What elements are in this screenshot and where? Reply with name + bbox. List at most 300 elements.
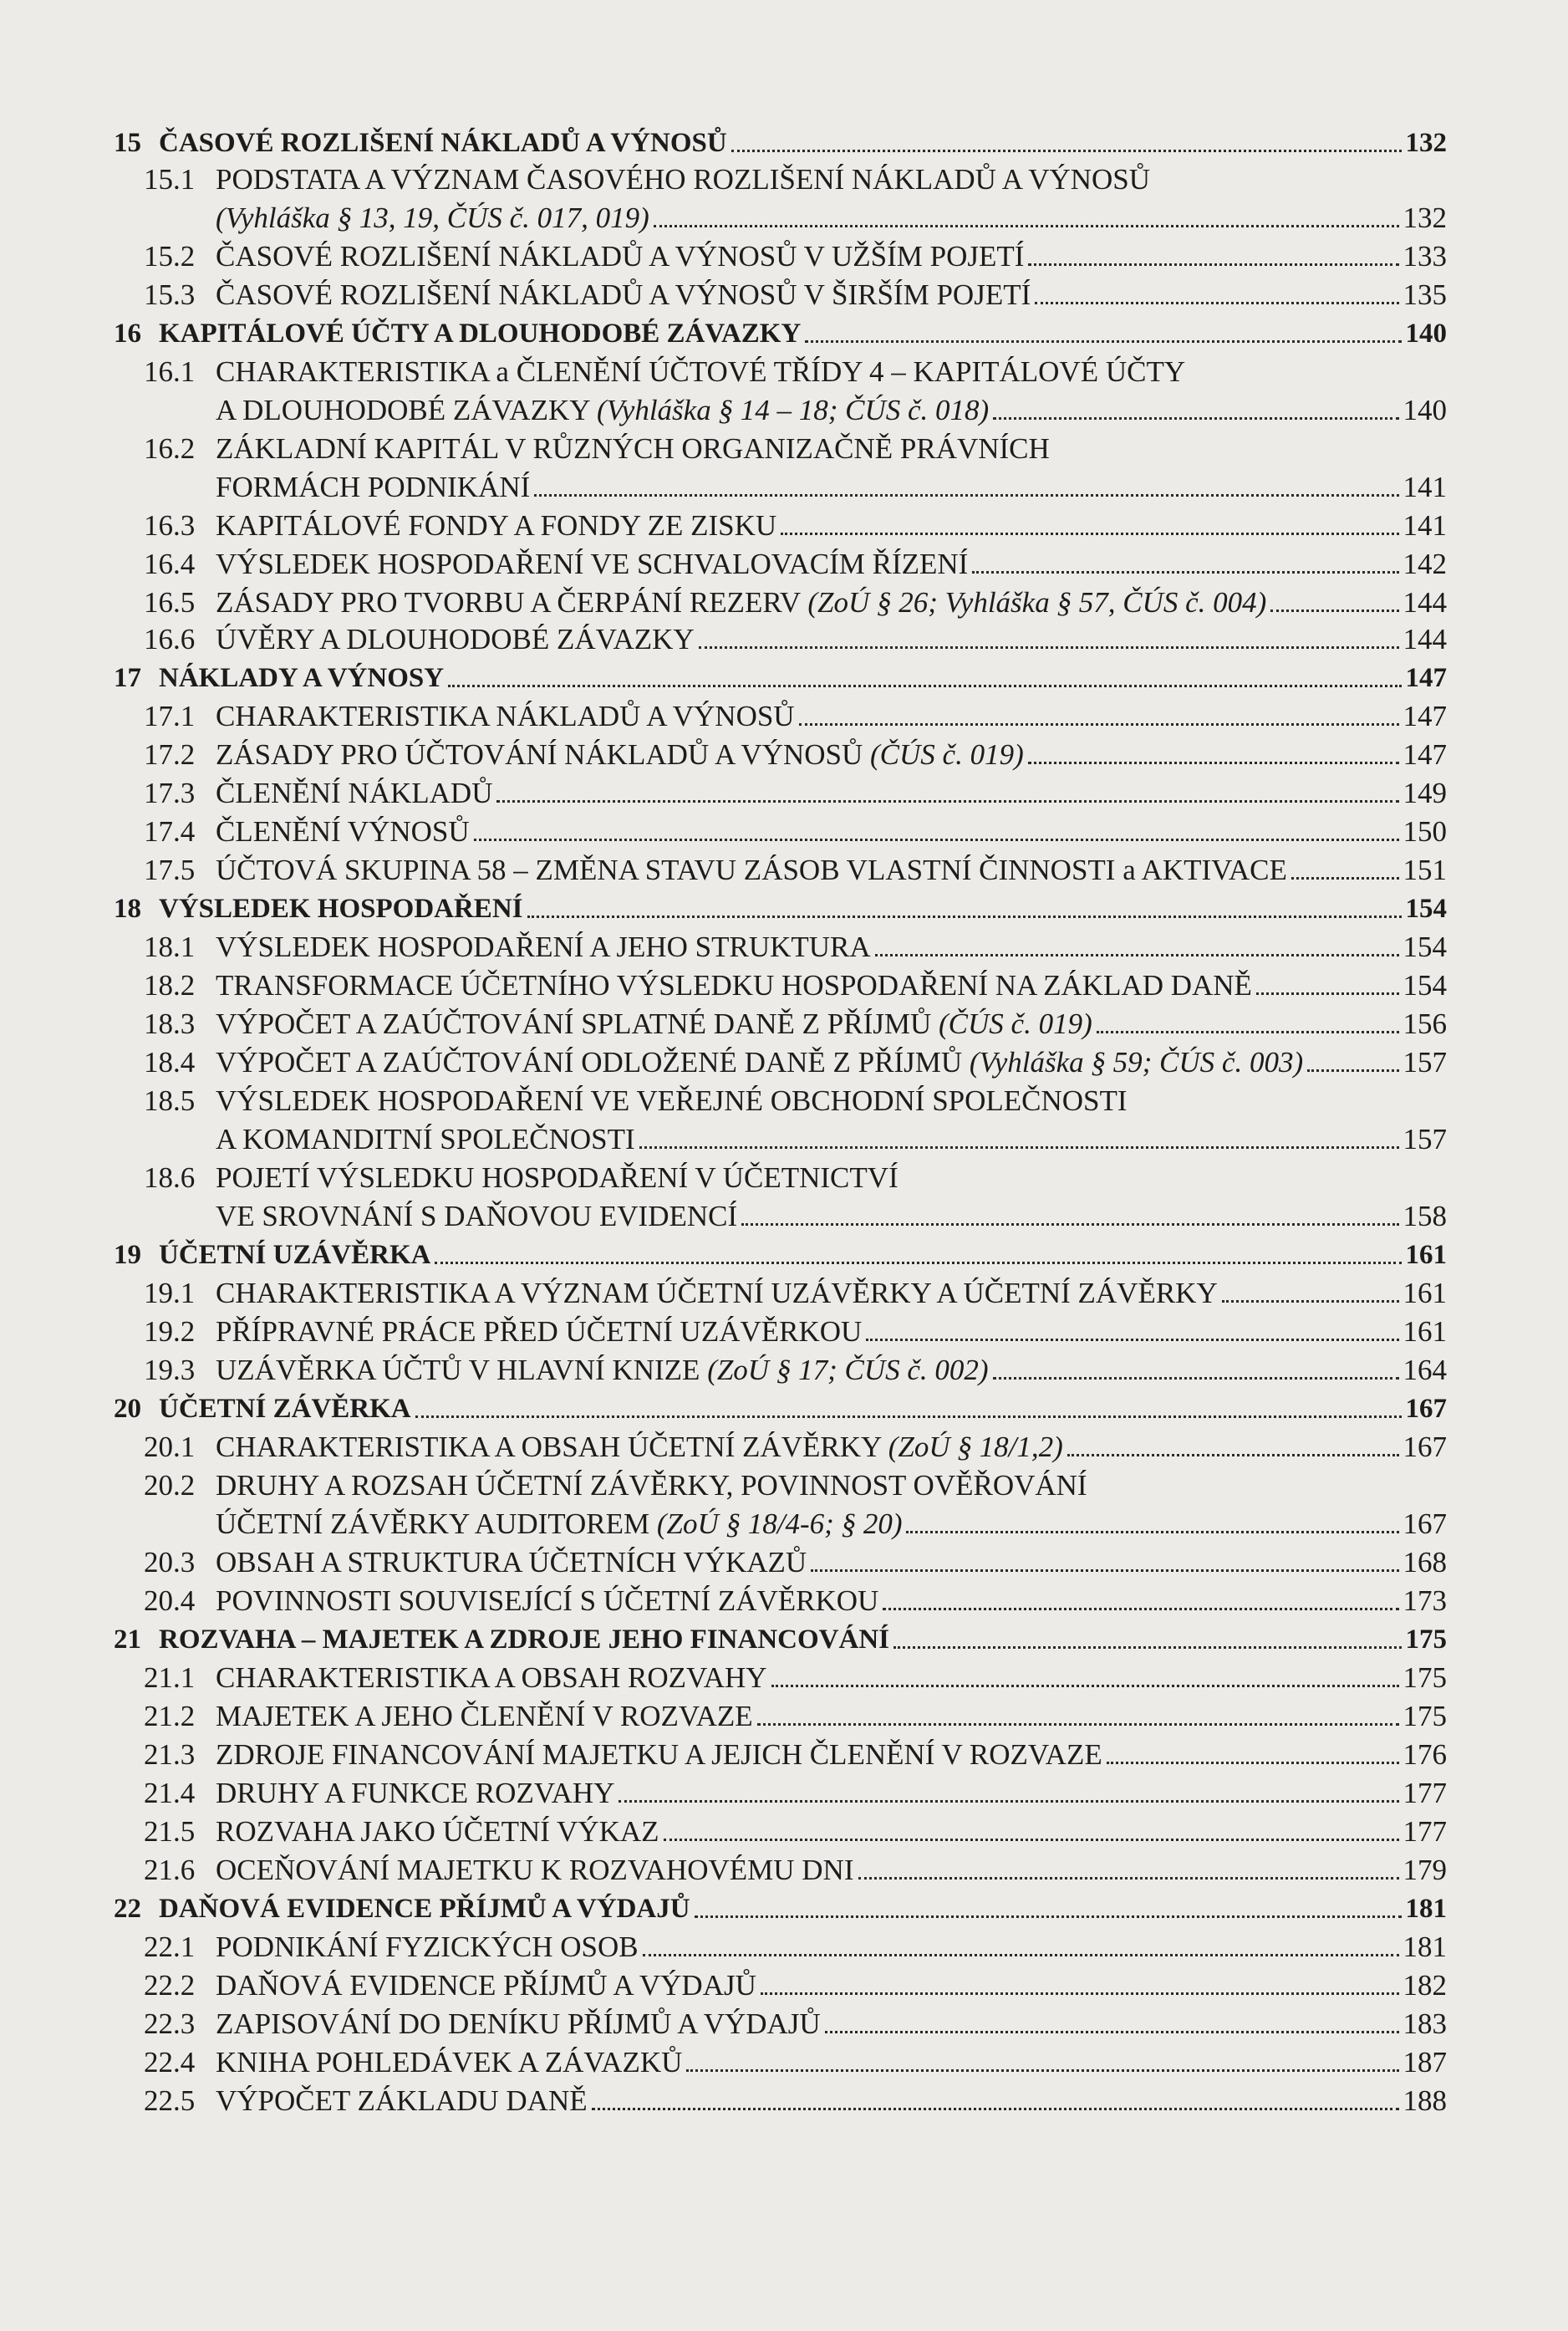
toc-number: 15.1 xyxy=(144,163,196,196)
toc-title-text: PODNIKÁNÍ FYZICKÝCH OSOB xyxy=(216,1931,639,1963)
toc-title-text: VÝPOČET ZÁKLADU DANĚ xyxy=(216,2084,588,2117)
toc-page-number: 187 xyxy=(1403,2046,1447,2079)
toc-chapter xyxy=(0,657,1568,696)
toc-title-text: KAPITÁLOVÉ FONDY A FONDY ZE ZISKU xyxy=(216,509,777,542)
toc-legal-reference: (Vyhláška § 13, 19, ČÚS č. 017, 019) xyxy=(216,201,649,234)
toc-section xyxy=(0,1849,1568,1888)
toc-dot-leader xyxy=(496,800,1398,803)
toc-section xyxy=(0,1196,1568,1234)
toc-title xyxy=(216,1776,614,1811)
toc-number: 17.2 xyxy=(144,738,196,771)
toc-dot-leader xyxy=(1307,1069,1398,1072)
toc-title xyxy=(216,622,695,657)
toc-dot-leader xyxy=(1222,1300,1399,1303)
toc-number: 18.3 xyxy=(144,1007,196,1040)
toc-page-number: 141 xyxy=(1403,471,1447,503)
toc-page-number: 173 xyxy=(1403,1584,1447,1617)
toc-legal-reference: (ČÚS č. 019) xyxy=(939,1007,1092,1040)
toc-section xyxy=(0,236,1568,274)
toc-dot-leader xyxy=(1028,263,1398,266)
toc-page-number: 140 xyxy=(1403,394,1447,426)
toc-page-number: 132 xyxy=(1403,201,1447,234)
toc-section xyxy=(0,619,1568,657)
toc-title-text: MAJETEK A JEHO ČLENĚNÍ V ROZVAZE xyxy=(216,1700,753,1732)
toc-title-text: ROZVAHA – MAJETEK A ZDROJE JEHO FINANCOVÁNÍ xyxy=(159,1625,890,1655)
toc-page-number: 182 xyxy=(1403,1969,1447,2002)
toc-page-number: 176 xyxy=(1403,1738,1447,1771)
toc-title-text: KAPITÁLOVÉ ÚČTY A DLOUHODOBÉ ZÁVAZKY xyxy=(159,319,802,349)
toc-number: 20.1 xyxy=(144,1431,196,1463)
toc-title xyxy=(216,1699,753,1734)
toc-number: 17.1 xyxy=(144,700,196,732)
toc-section xyxy=(0,1503,1568,1542)
toc-section xyxy=(0,197,1568,236)
toc-page-number: 167 xyxy=(1405,1394,1447,1424)
toc-legal-reference: (ZoÚ § 18/1,2) xyxy=(888,1431,1063,1463)
toc-page-number: 154 xyxy=(1403,931,1447,963)
toc-section xyxy=(0,1119,1568,1157)
toc-dot-leader xyxy=(825,2031,1399,2033)
toc-title xyxy=(216,2007,821,2042)
toc-section xyxy=(0,505,1568,543)
toc-title xyxy=(216,354,1185,390)
toc-page-number: 183 xyxy=(1403,2007,1447,2040)
toc-section xyxy=(0,1426,1568,1465)
toc-title-text: POJETÍ VÝSLEDKU HOSPODAŘENÍ V ÚČETNICTVÍ xyxy=(216,1161,899,1194)
toc-section xyxy=(0,1042,1568,1080)
toc-page-number: 151 xyxy=(1403,854,1447,886)
toc-title-text: OBSAH A STRUKTURA ÚČETNÍCH VÝKAZŮ xyxy=(216,1546,807,1579)
toc-number: 16.2 xyxy=(144,432,196,465)
toc-number: 22.1 xyxy=(144,1931,196,1963)
toc-dot-leader xyxy=(893,1646,1401,1649)
toc-title-text: ÚČETNÍ UZÁVĚRKA xyxy=(159,1240,431,1270)
toc-number: 21.4 xyxy=(144,1777,196,1809)
toc-legal-reference: (ZoÚ § 17; ČÚS č. 002) xyxy=(707,1354,989,1386)
toc-dot-leader xyxy=(448,685,1401,687)
toc-title-text: DRUHY A ROZSAH ÚČETNÍ ZÁVĚRKY, POVINNOST OVĚŘOVÁNÍ xyxy=(216,1469,1087,1502)
toc-dot-leader xyxy=(799,723,1399,726)
toc-number: 17.4 xyxy=(144,815,196,848)
toc-dot-leader xyxy=(993,1377,1399,1380)
toc-title xyxy=(216,547,968,582)
toc-section xyxy=(0,734,1568,773)
toc-number: 22.3 xyxy=(144,2007,196,2040)
toc-number: 20.4 xyxy=(144,1584,196,1617)
toc-dot-leader xyxy=(781,533,1398,535)
toc-section xyxy=(0,1657,1568,1696)
toc-title xyxy=(216,1737,1102,1772)
toc-title xyxy=(216,1045,1303,1080)
toc-title-text: POVINNOSTI SOUVISEJÍCÍ S ÚČETNÍ ZÁVĚRKOU xyxy=(216,1584,879,1617)
toc-title xyxy=(216,431,1050,467)
toc-title-text: VÝSLEDEK HOSPODAŘENÍ VE SCHVALOVACÍM ŘÍZENÍ xyxy=(216,548,969,580)
toc-title-text: ÚČTOVÁ SKUPINA 58 – ZMĚNA STAVU ZÁSOB VLASTNÍ ČINNOSTI a AKTIVACE xyxy=(216,854,1287,886)
toc-title xyxy=(216,1660,767,1696)
toc-title xyxy=(159,661,444,696)
toc-page-number: 177 xyxy=(1403,1777,1447,1809)
toc-number: 22.4 xyxy=(144,2046,196,2079)
toc-legal-reference: (ČÚS č. 019) xyxy=(870,738,1024,771)
toc-chapter xyxy=(0,888,1568,926)
toc-title xyxy=(216,853,1287,888)
toc-legal-reference: (Vyhláška § 14 – 18; ČÚS č. 018) xyxy=(596,394,990,426)
toc-section xyxy=(0,2080,1568,2119)
toc-number: 19.3 xyxy=(144,1354,196,1386)
toc-number: 16.6 xyxy=(144,623,196,655)
toc-title xyxy=(216,699,795,734)
toc-page-number: 154 xyxy=(1403,969,1447,1002)
toc-section xyxy=(0,849,1568,888)
toc-page-number: 133 xyxy=(1403,240,1447,273)
toc-page-number: 135 xyxy=(1403,278,1447,311)
toc-title-text: ZÁKLADNÍ KAPITÁL V RŮZNÝCH ORGANIZAČNĚ PRÁVNÍCH xyxy=(216,432,1050,465)
toc-page-number: 188 xyxy=(1403,2084,1447,2117)
toc-page-number: 157 xyxy=(1403,1123,1447,1155)
toc-chapter xyxy=(0,1234,1568,1273)
toc-title-text: VÝPOČET A ZAÚČTOVÁNÍ SPLATNÉ DANĚ Z PŘÍJMŮ xyxy=(216,1007,932,1040)
toc-page-number: 147 xyxy=(1403,738,1447,771)
toc-page-number: 144 xyxy=(1403,586,1447,619)
toc-dot-leader xyxy=(757,1723,1399,1726)
toc-chapter xyxy=(0,313,1568,351)
toc-page-number: 175 xyxy=(1403,1700,1447,1732)
toc-dot-leader xyxy=(686,2069,1398,2072)
toc-title xyxy=(216,1353,989,1388)
toc-section xyxy=(0,390,1568,428)
toc-section xyxy=(0,582,1568,620)
toc-dot-leader xyxy=(771,1685,1399,1687)
toc-dot-leader xyxy=(1035,302,1398,304)
toc-section xyxy=(0,1349,1568,1388)
toc-title-text: DRUHY A FUNKCE ROZVAHY xyxy=(216,1777,615,1809)
toc-section xyxy=(0,1734,1568,1772)
toc-section xyxy=(0,543,1568,582)
toc-title-text: CHARAKTERISTIKA A OBSAH ROZVAHY xyxy=(216,1661,767,1694)
toc-title xyxy=(159,1622,889,1657)
toc-title xyxy=(216,737,1024,773)
toc-title-text: ZÁSADY PRO TVORBU A ČERPÁNÍ REZERV xyxy=(216,586,801,619)
toc-title-text: ČASOVÉ ROZLIŠENÍ NÁKLADŮ A VÝNOSŮ xyxy=(159,128,727,158)
toc-number: 19 xyxy=(114,1240,141,1270)
toc-title-text: VE SROVNÁNÍ S DAŇOVOU EVIDENCÍ xyxy=(216,1200,738,1232)
toc-title xyxy=(216,930,871,965)
toc-page-number: 181 xyxy=(1403,1931,1447,1963)
toc-title xyxy=(216,1007,1092,1042)
toc-dot-leader xyxy=(906,1531,1398,1533)
toc-number: 21 xyxy=(114,1625,141,1655)
toc-section xyxy=(0,274,1568,313)
toc-title xyxy=(216,278,1031,313)
toc-title xyxy=(216,201,649,236)
toc-section xyxy=(0,1580,1568,1619)
toc-title xyxy=(216,1430,1063,1465)
toc-title-text: VÝPOČET A ZAÚČTOVÁNÍ ODLOŽENÉ DANĚ Z PŘÍJMŮ xyxy=(216,1046,963,1079)
toc-section xyxy=(0,2042,1568,2080)
toc-title xyxy=(216,1584,878,1619)
toc-section xyxy=(0,1080,1568,1119)
toc-title-text: ZAPISOVÁNÍ DO DENÍKU PŘÍJMŮ A VÝDAJŮ xyxy=(216,2007,821,2040)
toc-page-number: 161 xyxy=(1405,1240,1447,1270)
toc-page-number: 144 xyxy=(1403,623,1447,655)
toc-title-text: VÝSLEDEK HOSPODAŘENÍ xyxy=(159,894,523,924)
toc-title xyxy=(216,1853,854,1888)
toc-number: 20.2 xyxy=(144,1469,196,1502)
toc-number: 16 xyxy=(114,319,141,349)
toc-dot-leader xyxy=(534,494,1398,497)
toc-title xyxy=(159,125,727,161)
toc-dot-leader xyxy=(731,150,1402,152)
toc-title-text: ZDROJE FINANCOVÁNÍ MAJETKU A JEJICH ČLENĚNÍ V ROZVAZE xyxy=(216,1738,1102,1771)
toc-page-number: 181 xyxy=(1405,1894,1447,1924)
toc-title xyxy=(159,1891,690,1926)
toc-page-number: 161 xyxy=(1403,1315,1447,1348)
toc-dot-leader xyxy=(761,1992,1399,1995)
toc-number: 18.4 xyxy=(144,1046,196,1079)
toc-dot-leader xyxy=(639,1146,1399,1149)
toc-title xyxy=(216,814,470,849)
toc-title xyxy=(216,2084,588,2119)
toc-page-number: 167 xyxy=(1403,1507,1447,1540)
toc-title xyxy=(216,393,989,428)
toc-section xyxy=(0,2003,1568,2042)
toc-section xyxy=(0,696,1568,734)
toc-dot-leader xyxy=(1107,1762,1399,1764)
toc-number: 21.1 xyxy=(144,1661,196,1694)
toc-section xyxy=(0,1926,1568,1965)
toc-title xyxy=(159,891,523,926)
toc-dot-leader xyxy=(1067,1454,1399,1456)
toc-number: 18.6 xyxy=(144,1161,196,1194)
toc-number: 21.2 xyxy=(144,1700,196,1732)
toc-dot-leader xyxy=(1256,992,1399,995)
toc-section xyxy=(0,1311,1568,1349)
toc-page-number: 147 xyxy=(1405,663,1447,693)
toc-title-text: VÝSLEDEK HOSPODAŘENÍ A JEHO STRUKTURA xyxy=(216,931,871,963)
toc-dot-leader xyxy=(474,839,1399,841)
toc-number: 21.3 xyxy=(144,1738,196,1771)
toc-page-number: 154 xyxy=(1405,894,1447,924)
toc-number: 15.2 xyxy=(144,240,196,273)
toc-dot-leader xyxy=(741,1223,1398,1226)
toc-title-text: A KOMANDITNÍ SPOLEČNOSTI xyxy=(216,1123,635,1155)
toc-number: 21.6 xyxy=(144,1854,196,1886)
toc-page-number: 141 xyxy=(1403,509,1447,542)
toc-title xyxy=(216,1084,1128,1119)
toc-title xyxy=(216,239,1024,274)
toc-section xyxy=(0,1273,1568,1311)
toc-title xyxy=(216,1968,756,2003)
toc-title xyxy=(216,1160,899,1196)
toc-page-number: 132 xyxy=(1405,128,1447,158)
toc-dot-leader xyxy=(699,646,1399,649)
toc-dot-leader xyxy=(619,1800,1398,1803)
toc-title xyxy=(159,316,801,351)
toc-title-text: NÁKLADY A VÝNOSY xyxy=(159,663,445,693)
toc-title-text: CHARAKTERISTIKA A VÝZNAM ÚČETNÍ UZÁVĚRKY A ÚČETNÍ ZÁVĚRKY xyxy=(216,1277,1218,1309)
toc-page-number: 164 xyxy=(1403,1354,1447,1386)
toc-title xyxy=(216,1199,737,1234)
toc-page-number: 177 xyxy=(1403,1815,1447,1848)
toc-page-number: 175 xyxy=(1405,1625,1447,1655)
toc-number: 20.3 xyxy=(144,1546,196,1579)
toc-section xyxy=(0,1965,1568,2003)
toc-section xyxy=(0,467,1568,505)
toc-page-number: 158 xyxy=(1403,1200,1447,1232)
toc-section xyxy=(0,1465,1568,1503)
toc-section xyxy=(0,1811,1568,1849)
toc-legal-reference: (ZoÚ § 26; Vyhláška § 57, ČÚS č. 004) xyxy=(807,586,1267,619)
toc-chapter xyxy=(0,1619,1568,1657)
toc-title xyxy=(216,1314,862,1349)
toc-number: 18 xyxy=(114,894,141,924)
toc-number: 17.5 xyxy=(144,854,196,886)
toc-dot-leader xyxy=(695,1915,1402,1918)
toc-title-text: PODSTATA A VÝZNAM ČASOVÉHO ROZLIŠENÍ NÁKLADŮ A VÝNOSŮ xyxy=(216,163,1151,196)
toc-title-text: TRANSFORMACE ÚČETNÍHO VÝSLEDKU HOSPODAŘENÍ NA ZÁKLAD DANĚ xyxy=(216,969,1252,1002)
toc-title-text: PŘÍPRAVNÉ PRÁCE PŘED ÚČETNÍ UZÁVĚRKOU xyxy=(216,1315,863,1348)
toc-section xyxy=(0,811,1568,849)
toc-dot-leader xyxy=(883,1608,1398,1610)
toc-title-text: UZÁVĚRKA ÚČTŮ V HLAVNÍ KNIZE xyxy=(216,1354,700,1386)
toc-dot-leader xyxy=(972,571,1398,574)
toc-dot-leader xyxy=(435,1262,1401,1264)
toc-dot-leader xyxy=(415,1415,1402,1418)
toc-title-text: ÚČETNÍ ZÁVĚRKA xyxy=(159,1394,411,1424)
toc-number: 17 xyxy=(114,663,141,693)
toc-number: 18.1 xyxy=(144,931,196,963)
toc-title-text: CHARAKTERISTIKA a ČLENĚNÍ ÚČTOVÉ TŘÍDY 4 – KAPITÁLOVÉ ÚČTY xyxy=(216,355,1186,388)
toc-dot-leader xyxy=(592,2108,1399,2110)
toc-title-text: ROZVAHA JAKO ÚČETNÍ VÝKAZ xyxy=(216,1815,659,1848)
toc-dot-leader xyxy=(811,1569,1398,1572)
toc-section xyxy=(0,428,1568,467)
toc-title xyxy=(216,776,492,811)
toc-title-text: ÚVĚRY A DLOUHODOBÉ ZÁVAZKY xyxy=(216,623,695,655)
toc-title-text: ČASOVÉ ROZLIŠENÍ NÁKLADŮ A VÝNOSŮ V ŠIRŠÍM POJETÍ xyxy=(216,278,1031,311)
toc-title-text: DAŇOVÁ EVIDENCE PŘÍJMŮ A VÝDAJŮ xyxy=(159,1894,690,1924)
toc-title xyxy=(216,968,1252,1003)
toc-dot-leader xyxy=(805,340,1401,343)
toc-title xyxy=(216,2045,682,2080)
toc-legal-reference: (Vyhláška § 59; ČÚS č. 003) xyxy=(969,1046,1304,1079)
toc-page-number: 157 xyxy=(1403,1046,1447,1079)
toc-number: 20 xyxy=(114,1394,141,1424)
toc-title-text: VÝSLEDEK HOSPODAŘENÍ VE VEŘEJNÉ OBCHODNÍ SPOLEČNOSTI xyxy=(216,1084,1128,1117)
toc-dot-leader xyxy=(664,1839,1399,1841)
toc-title-text: ČLENĚNÍ VÝNOSŮ xyxy=(216,815,470,848)
toc-title-text: OCEŇOVÁNÍ MAJETKU K ROZVAHOVÉMU DNI xyxy=(216,1854,854,1886)
toc-title xyxy=(159,1237,430,1273)
toc-number: 16.1 xyxy=(144,355,196,388)
toc-section xyxy=(0,351,1568,390)
toc-dot-leader xyxy=(993,417,1398,420)
toc-number: 21.5 xyxy=(144,1815,196,1848)
toc-number: 16.5 xyxy=(144,586,196,619)
toc-title-text: CHARAKTERISTIKA A OBSAH ÚČETNÍ ZÁVĚRKY xyxy=(216,1431,881,1463)
toc-page-number: 140 xyxy=(1405,319,1447,349)
toc-dot-leader xyxy=(1270,610,1398,612)
toc-page-number: 142 xyxy=(1403,548,1447,580)
toc-dot-leader xyxy=(875,954,1399,956)
toc-chapter xyxy=(0,1388,1568,1426)
toc-section xyxy=(0,1772,1568,1811)
toc-title-text: KNIHA POHLEDÁVEK A ZÁVAZKŮ xyxy=(216,2046,683,2079)
toc-title xyxy=(216,1545,807,1580)
toc-title-text: DAŇOVÁ EVIDENCE PŘÍJMŮ A VÝDAJŮ xyxy=(216,1969,756,2002)
toc-dot-leader xyxy=(866,1339,1398,1341)
toc-dot-leader xyxy=(1028,762,1399,764)
toc-title xyxy=(216,162,1150,197)
toc-section xyxy=(0,965,1568,1003)
toc-section xyxy=(0,1003,1568,1042)
toc-title-text: A DLOUHODOBÉ ZÁVAZKY xyxy=(216,394,590,426)
toc-title xyxy=(216,1507,902,1542)
toc-title-text: ČLENĚNÍ NÁKLADŮ xyxy=(216,777,493,809)
toc-title-text: ÚČETNÍ ZÁVĚRKY AUDITOREM xyxy=(216,1507,650,1540)
toc-dot-leader xyxy=(1291,877,1399,880)
toc-page-number: 147 xyxy=(1403,700,1447,732)
toc-title xyxy=(216,470,530,505)
toc-title-text: CHARAKTERISTIKA NÁKLADŮ A VÝNOSŮ xyxy=(216,700,795,732)
toc-title-text: ZÁSADY PRO ÚČTOVÁNÍ NÁKLADŮ A VÝNOSŮ xyxy=(216,738,863,771)
toc-number: 19.1 xyxy=(144,1277,196,1309)
toc-dot-leader xyxy=(858,1877,1399,1880)
toc-title xyxy=(216,508,776,543)
toc-number: 18.2 xyxy=(144,969,196,1002)
toc-dot-leader xyxy=(654,225,1399,227)
toc-number: 16.4 xyxy=(144,548,196,580)
toc-page-number: 167 xyxy=(1403,1431,1447,1463)
toc-dot-leader xyxy=(1097,1031,1399,1033)
toc-title xyxy=(216,585,1266,620)
toc-title-text: ČASOVÉ ROZLIŠENÍ NÁKLADŮ A VÝNOSŮ V UŽŠÍM POJETÍ xyxy=(216,240,1025,273)
toc-page-number: 150 xyxy=(1403,815,1447,848)
toc-number: 22.2 xyxy=(144,1969,196,2002)
toc-dot-leader xyxy=(527,916,1402,918)
toc-number: 22 xyxy=(114,1894,141,1924)
toc-dot-leader xyxy=(643,1954,1399,1956)
toc-page-number: 161 xyxy=(1403,1277,1447,1309)
toc-title xyxy=(216,1468,1087,1503)
toc-section xyxy=(0,159,1568,197)
toc-page-number: 179 xyxy=(1403,1854,1447,1886)
toc-section xyxy=(0,1157,1568,1196)
toc-title xyxy=(216,1122,635,1157)
toc-number: 18.5 xyxy=(144,1084,196,1117)
toc-chapter xyxy=(0,1888,1568,1926)
toc-title xyxy=(159,1391,411,1426)
toc-legal-reference: (ZoÚ § 18/4-6; § 20) xyxy=(656,1507,903,1540)
toc-page-number: 149 xyxy=(1403,777,1447,809)
toc-chapter xyxy=(0,122,1568,161)
toc-page-number: 175 xyxy=(1403,1661,1447,1694)
toc-title xyxy=(216,1276,1218,1311)
toc-title xyxy=(216,1930,639,1965)
toc-page-number: 156 xyxy=(1403,1007,1447,1040)
toc-number: 15.3 xyxy=(144,278,196,311)
toc-number: 19.2 xyxy=(144,1315,196,1348)
toc-number: 22.5 xyxy=(144,2084,196,2117)
toc-section xyxy=(0,926,1568,965)
toc-section xyxy=(0,773,1568,811)
toc-number: 15 xyxy=(114,128,141,158)
toc-page-number: 168 xyxy=(1403,1546,1447,1579)
toc-title-text: FORMÁCH PODNIKÁNÍ xyxy=(216,471,531,503)
toc-section xyxy=(0,1542,1568,1580)
toc-title xyxy=(216,1814,659,1849)
toc-section xyxy=(0,1696,1568,1734)
